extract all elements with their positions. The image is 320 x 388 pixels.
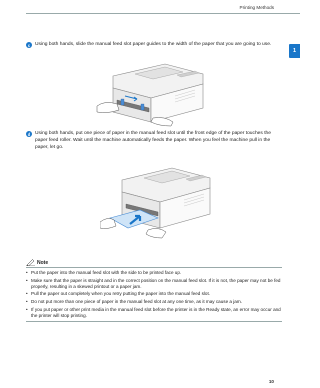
- header-title: Printing Methods: [239, 5, 274, 10]
- printer-insert-paper-illustration: [100, 166, 220, 248]
- chapter-tab: 1: [289, 44, 300, 58]
- note-item: • If you put paper or other print media in the manual feed slot before the printer is in the Ready state, an error may occur and the printer will stop printing.: [26, 307, 282, 320]
- step-number-badge: d: [27, 131, 31, 137]
- header-divider: [26, 13, 300, 14]
- note-list: [26, 270, 282, 319]
- note-pencil-icon: [26, 259, 35, 266]
- note-header: [26, 259, 282, 266]
- printer-paper-guides-illustration: [95, 60, 215, 128]
- note-divider: [26, 267, 282, 268]
- note-item: • Pull the paper out completely when you retry putting the paper into the manual feed slot.: [26, 291, 282, 297]
- step-text: Using both hands, put one piece of paper in the manual feed slot until the front edge of the paper touches the paper feed roller. Wait until the machine automatically feeds the paper. When you feel the machine pull in the paper, let go.: [35, 131, 272, 150]
- step-c: [26, 42, 284, 49]
- note-item: • Put the paper into the manual feed slot with the side to be printed face up.: [26, 270, 282, 276]
- step-d: [26, 131, 284, 151]
- note-item: • Make sure that the paper is straight and in the correct position on the manual feed slot. If it is not, the paper may not be fed properly, resulting in a skewed printout or a paper jam.: [26, 278, 282, 291]
- step-number-badge: c: [27, 42, 31, 48]
- note-bottom-divider: [26, 321, 282, 322]
- step-text: Using both hands, slide the manual feed slot paper guides to the width of the paper that you are going to use.: [35, 42, 272, 47]
- note-box: [26, 259, 282, 322]
- page-number: 10: [268, 379, 274, 384]
- note-item: • Do not put more than one piece of paper in the manual feed slot at any one time, as it may cause a jam.: [26, 299, 282, 305]
- note-title: Note: [37, 259, 49, 266]
